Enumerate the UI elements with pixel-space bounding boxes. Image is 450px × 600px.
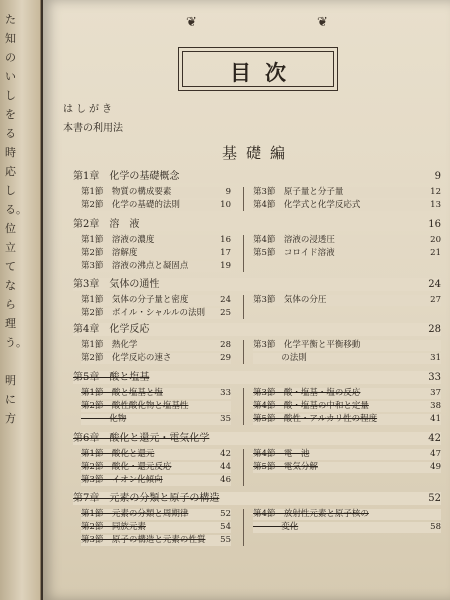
- intro-usage: 本書の利用法: [63, 123, 123, 134]
- section-left-label: 第2節 ボイル・シャルルの法則: [81, 308, 231, 319]
- section-right-label: 第3節 化学平衡と平衡移動: [253, 340, 441, 351]
- section-right-label: 第3節 気体の分圧: [253, 295, 441, 306]
- section-right: [253, 295, 441, 306]
- chapter-7-page: 52: [428, 493, 441, 504]
- section-left-label: 第1節 元素の分類と周期律: [81, 509, 231, 520]
- chapter-3: [73, 278, 441, 291]
- section-heading: 基礎編: [221, 144, 294, 162]
- section-left: [81, 248, 231, 259]
- chapter-5: [73, 371, 441, 384]
- section-right-page: 37: [430, 388, 441, 398]
- column-divider: [243, 235, 244, 272]
- section-left: [81, 522, 231, 533]
- section-left-label: 第1節 酸化と還元: [81, 449, 231, 460]
- left-page-fragment: 知: [5, 32, 16, 45]
- section-right-page: 13: [430, 200, 441, 210]
- section-left: [81, 388, 231, 399]
- toc-page: [43, 0, 450, 600]
- section-left: [81, 449, 231, 460]
- section-right-label: 第3節 酸・塩基・塩の反応: [253, 388, 441, 399]
- column-divider: [243, 187, 244, 211]
- chapter-1-label: 第1章 化学の基礎概念: [73, 170, 441, 183]
- section-right-page: 38: [430, 401, 441, 411]
- section-left-page: 42: [220, 449, 231, 459]
- section-left-page: 46: [220, 475, 231, 485]
- chapter-1: [73, 170, 441, 183]
- section-left: [81, 187, 231, 198]
- section-left: [81, 295, 231, 306]
- section-left: [81, 353, 231, 364]
- left-page-fragment: る: [5, 127, 16, 140]
- section-right-page: 20: [430, 235, 441, 245]
- left-page-text-fragments: [5, 10, 33, 428]
- section-left: [81, 414, 231, 425]
- section-right: [253, 509, 441, 520]
- section-left-label: 第2節 溶解度: [81, 248, 231, 259]
- section-right-page: 12: [430, 187, 441, 197]
- left-page-fragment: 明: [5, 374, 16, 387]
- column-divider: [243, 340, 244, 364]
- chapter-6-label: 第6章 酸化と還元・電気化学: [73, 432, 441, 445]
- section-left-page: 24: [220, 295, 231, 305]
- section-right: [253, 353, 441, 364]
- section-left-label: 第1節 酸と塩基と塩: [81, 388, 231, 399]
- section-left-label: 第2節 酸化・還元反応: [81, 462, 231, 473]
- page-title: 目次: [230, 60, 300, 85]
- left-page-fragment: た: [5, 13, 16, 26]
- section-left-label: 第1節 物質の構成要素: [81, 187, 231, 198]
- left-page-edge: [0, 0, 41, 600]
- section-left-page: 10: [220, 200, 231, 210]
- left-page-fragment: 立: [5, 241, 16, 254]
- section-right: [253, 248, 441, 259]
- section-right-label: 第4節 放射性元素と原子核の: [253, 509, 441, 520]
- section-right: [253, 414, 441, 425]
- left-page-fragment: 方: [5, 412, 16, 425]
- section-left-page: 55: [220, 535, 231, 545]
- chapter-2-page: 16: [428, 219, 441, 230]
- section-right-page: 47: [430, 449, 441, 459]
- chapter-5-label: 第5章 酸と塩基: [73, 371, 441, 384]
- section-left: [81, 261, 231, 272]
- chapter-4-page: 28: [428, 324, 441, 335]
- chapter-4-label: 第4章 化学反応: [73, 323, 441, 336]
- ornament-right-icon: ❦: [317, 15, 328, 30]
- section-right: [253, 340, 441, 351]
- chapter-4: [73, 323, 441, 336]
- section-right-label: 第5節 電気分解: [253, 462, 441, 473]
- section-left-page: 35: [220, 414, 231, 424]
- section-right: [253, 200, 441, 211]
- left-page-fragment: し: [5, 89, 16, 102]
- section-left-label: 第3節 イオン化傾向: [81, 475, 231, 486]
- section-left-label: 第3節 溶液の沸点と凝固点: [81, 261, 231, 272]
- section-right: [253, 388, 441, 399]
- section-left: [81, 340, 231, 351]
- section-right-page: 31: [430, 353, 441, 363]
- column-divider: [243, 509, 244, 546]
- section-right: [253, 187, 441, 198]
- section-left-page: 16: [220, 235, 231, 245]
- left-page-fragment: 理: [5, 317, 16, 330]
- left-page-fragment: を: [5, 108, 16, 121]
- section-left-page: 29: [220, 353, 231, 363]
- chapter-6: [73, 432, 441, 445]
- section-left-label: 第2節 化学反応の速さ: [81, 353, 231, 364]
- left-page-fragment: ら: [5, 298, 16, 311]
- section-left: [81, 509, 231, 520]
- left-page-fragment: る。: [5, 203, 27, 216]
- section-left-page: 19: [220, 261, 231, 271]
- left-page-fragment: な: [5, 279, 16, 292]
- section-left-page: 28: [220, 340, 231, 350]
- section-left-page: 9: [225, 187, 231, 197]
- left-page-fragment: う。: [5, 336, 27, 349]
- section-left-label: 第1節 溶液の濃度: [81, 235, 231, 246]
- chapter-6-page: 42: [428, 433, 441, 444]
- section-right: [253, 235, 441, 246]
- section-right-label: 第3節 原子量と分子量: [253, 187, 441, 198]
- section-left: [81, 235, 231, 246]
- section-right-label: 第4節 電 池: [253, 449, 441, 460]
- chapter-7: [73, 492, 441, 505]
- section-right: [253, 401, 441, 412]
- section-right-page: 27: [430, 295, 441, 305]
- section-right-page: 58: [430, 522, 441, 532]
- section-left-label: 第3節 原子の構造と元素の性質: [81, 535, 231, 546]
- section-left-page: 44: [220, 462, 231, 472]
- section-left-page: 54: [220, 522, 231, 532]
- chapter-3-page: 24: [428, 279, 441, 290]
- section-left-label: 第2節 同族元素: [81, 522, 231, 533]
- section-left-label: 第2節 酸性酸化物と塩基性: [81, 401, 231, 412]
- section-right-label: の法則: [253, 353, 441, 364]
- section-left: [81, 200, 231, 211]
- section-right-label: 第5節 コロイド溶液: [253, 248, 441, 259]
- section-left-label: 第1節 熱化学: [81, 340, 231, 351]
- chapter-5-page: 33: [428, 372, 441, 383]
- left-page-fragment: い: [5, 70, 16, 83]
- section-right: [253, 462, 441, 473]
- chapter-1-page: 9: [434, 171, 441, 182]
- section-right-label: 第4節 酸・塩基の中和と定量: [253, 401, 441, 412]
- section-right-page: 41: [430, 414, 441, 424]
- section-right-label: 変化: [253, 522, 441, 533]
- section-left-label: 化物: [81, 414, 231, 425]
- section-left: [81, 308, 231, 319]
- section-right: [253, 522, 441, 533]
- section-left-label: 第2節 化学の基礎的法則: [81, 200, 231, 211]
- section-left-page: 25: [220, 308, 231, 318]
- section-right: [253, 449, 441, 460]
- section-right-label: 第4節 溶液の浸透圧: [253, 235, 441, 246]
- ornament-left-icon: ❦: [186, 15, 197, 30]
- section-left-label: 第1節 気体の分子量と密度: [81, 295, 231, 306]
- section-right-page: 49: [430, 462, 441, 472]
- left-page-fragment: 位: [5, 222, 16, 235]
- title-frame: [178, 47, 338, 91]
- left-page-fragment: し: [5, 184, 16, 197]
- section-right-page: 21: [430, 248, 441, 258]
- section-left: [81, 475, 231, 486]
- section-left: [81, 401, 231, 412]
- left-page-fragment: [5, 352, 33, 371]
- section-left-page: 52: [220, 509, 231, 519]
- column-divider: [243, 449, 244, 486]
- chapter-3-label: 第3章 気体の通性: [73, 278, 441, 291]
- section-left-page: 33: [220, 388, 231, 398]
- section-left: [81, 462, 231, 473]
- section-right-label: 第4節 化学式と化学反応式: [253, 200, 441, 211]
- left-page-fragment: 時: [5, 146, 16, 159]
- left-page-fragment: て: [5, 260, 16, 273]
- left-page-fragment: 応: [5, 165, 16, 178]
- chapter-7-label: 第7章 元素の分類と原子の構造: [73, 492, 441, 505]
- chapter-2: [73, 218, 441, 231]
- column-divider: [243, 388, 244, 425]
- chapter-2-label: 第2章 溶 液: [73, 218, 441, 231]
- section-left: [81, 535, 231, 546]
- left-page-fragment: に: [5, 393, 16, 406]
- left-page-fragment: の: [5, 51, 16, 64]
- section-right-label: 第5節 酸性・アルカリ性の程度: [253, 414, 441, 425]
- section-left-page: 17: [220, 248, 231, 258]
- column-divider: [243, 295, 244, 319]
- intro-preface: はしがき: [63, 104, 115, 115]
